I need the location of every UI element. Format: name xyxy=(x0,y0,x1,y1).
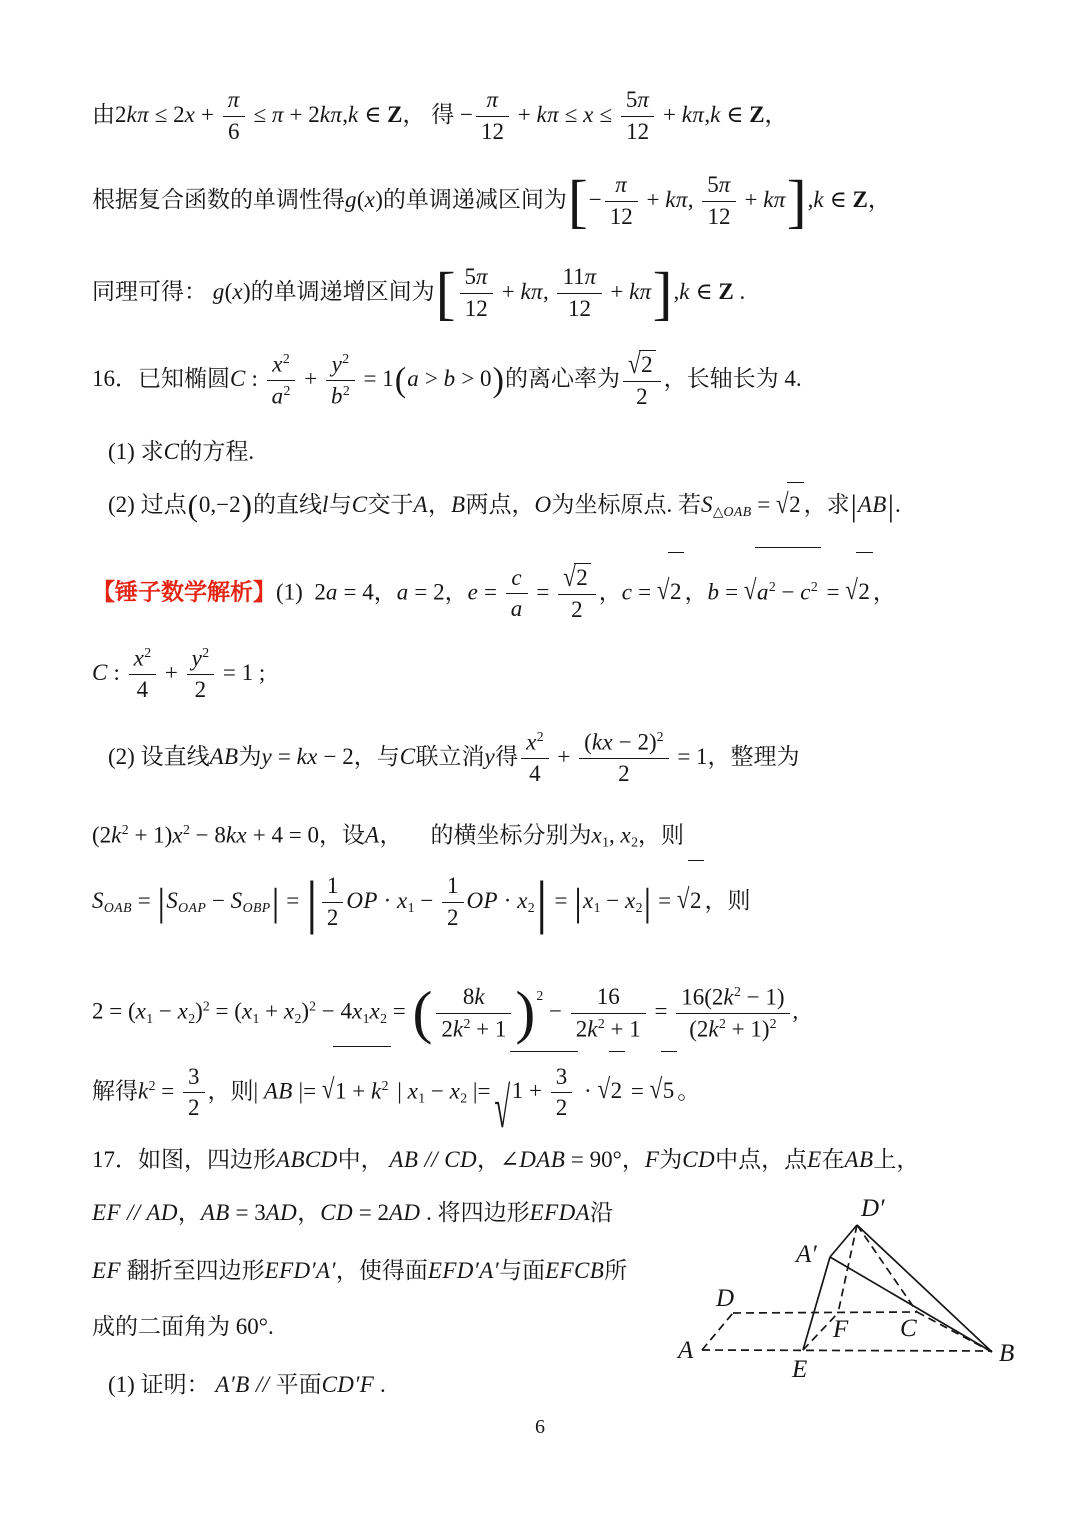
vertex-label-A: A xyxy=(678,1337,694,1364)
figure-edge-DprimeB xyxy=(857,1225,992,1352)
vertex-label-D-prime: D′ xyxy=(861,1195,885,1222)
figure-edge-DC xyxy=(733,1312,917,1313)
solution16-k-result: 解得$k^2$ = $\frac{3}{2}$ ，则| AB |= $√1 + k^2$ | x1 − x2 |= √1 + $\frac{3}{2}$ · √2 = √5 。 xyxy=(92,1046,700,1124)
solution15-domain-step: 由2kπ ≤ 2x + $\frac{\pi}{6}$ ≤ π + 2kπ,k ∈ Z， 得 − $\frac{\pi}{12}$ + kπ ≤ x ≤ $\frac{5\pi}{12}$ + kπ,k ∈ Z， xyxy=(92,87,788,145)
problem-16-part2: (2) 过点(0,−2)的直线l与C交于A，B两点，O为坐标原点. 若S△OAB = √2 ，求|AB|. xyxy=(108,482,901,526)
solution16-part2-line2: $(2k^2 + 1)x^2 - 8kx + 4 = 0$，设A， 的横坐标分别为x1, x2，则 xyxy=(92,822,684,850)
solution16-part2-line1: (2) 设直线AB为y = kx − 2，与C联立消y得 $\frac{x^2}{4}$ + $\frac{(kx - 2)^2}{2}$ = 1，整理为 xyxy=(108,729,800,787)
problem17-solid-figure xyxy=(672,1192,1052,1387)
vertex-label-A-prime: A′ xyxy=(796,1241,817,1268)
problem-16-statement: 16．已知椭圆C : $\frac{x^2}{a^2}$ + $\frac{y^2}{b^2}$ = 1(a > b > 0)的离心率为 $\frac{√2}{2}$ ，长轴长为 4. xyxy=(92,348,802,409)
figure-edge-DprimeC xyxy=(857,1225,917,1312)
figure-edge-DprimeF xyxy=(838,1225,857,1313)
solution16-part1: 【锤子数学解析】(1) 2a = 4，a = 2，e = $\frac{c}{a}$ = $\frac{√2}{2}$ ，c = √2 ，$b = √a^2 - c^2 = √2$ ， xyxy=(92,547,896,625)
solution16-area-equation: SOAB = |SOAP − SOBP| = | $\frac{1}{2}$ OP · x1 − $\frac{1}{2}$ OP · x2| = |x1 − x2| = √2 ，则 xyxy=(92,860,750,940)
vertex-label-D: D xyxy=(716,1285,735,1312)
problem-17-part1: (1) 证明： A′B // 平面CD′F . xyxy=(108,1372,386,1397)
solution16-ellipse-equation: C : $\frac{x^2}{4}$ + $\frac{y^2}{2}$ = 1 ; xyxy=(92,645,266,703)
solution15-decreasing-interval: 根据复合函数的单调性得g(x)的单调递减区间为[− $\frac{\pi}{12}$ + kπ, $\frac{5\pi}{12}$ + kπ],k ∈ Z， xyxy=(92,167,891,234)
solution16-x-difference: $2 = (x1 - x2)^2 = (x1 + x2)^2 - 4x1x2$ = ( $\frac{8k}{2k^2 + 1}$ )$^2$ − $\frac{16}{2k^2 + 1}$ = $\frac{16(2k^2 - 1)}{(2k^2 + 1)^2}$ , xyxy=(92,979,799,1046)
problem-17-line1: 17．如图，四边形ABCD中， AB // CD，∠DAB = 90°，F为CD中点，点E在AB上， xyxy=(92,1147,920,1172)
vertex-label-B: B xyxy=(999,1340,1015,1367)
solution15-increasing-interval: 同理可得： g(x)的单调递增区间为[ $\frac{5\pi}{12}$ + kπ, $\frac{11\pi}{12}$ + kπ],k ∈ Z . xyxy=(92,259,746,326)
problem-17-line4: 成的二面角为 60°. xyxy=(92,1314,274,1339)
vertex-label-C: C xyxy=(900,1315,917,1342)
problem-16-part1: (1) 求C的方程. xyxy=(108,439,255,464)
page-number: 6 xyxy=(535,1416,545,1438)
vertex-label-F: F xyxy=(833,1316,849,1343)
problem-17-line3: EF 翻折至四边形EFD′A′，使得面EFD′A′与面EFCB所 xyxy=(92,1258,628,1283)
vertex-label-E: E xyxy=(792,1356,808,1383)
problem-17-line2: EF // AD，AB = 3AD，CD = 2AD . 将四边形EFDA沿 xyxy=(92,1200,614,1225)
figure-edge-AB xyxy=(702,1350,992,1351)
figure-edge-AD xyxy=(702,1313,733,1350)
